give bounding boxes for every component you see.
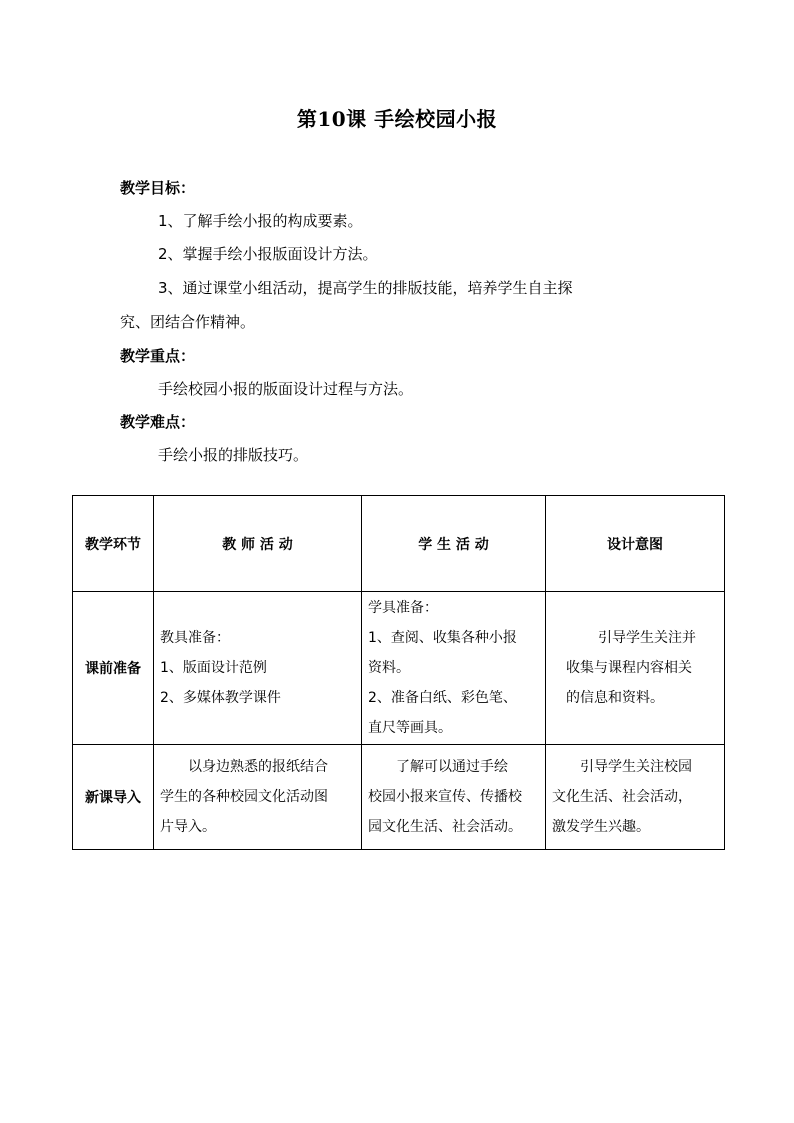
- teacher-activity-cell: [154, 592, 362, 745]
- key-points-text: 手绘校园小报的版面设计过程与方法。: [158, 380, 414, 398]
- header-design-intent: 设计意图: [546, 496, 725, 592]
- student-line: 学具准备：: [368, 600, 438, 616]
- row-stage-label: 课前准备: [73, 592, 154, 745]
- page-title: 第10课 手绘校园小报: [296, 107, 498, 131]
- difficulties-text: 手绘小报的排版技巧。: [158, 446, 309, 464]
- intent-line: 激发学生兴趣。: [552, 819, 650, 835]
- header-student-activity: 学 生 活 动: [362, 496, 546, 592]
- header-teacher-activity: 教 师 活 动: [154, 496, 362, 592]
- lesson-plan-table: [72, 495, 725, 850]
- intent-line: 文化生活、社会活动，: [552, 789, 692, 805]
- student-line: 1、查阅、收集各种小报: [368, 630, 517, 646]
- objective-item-2: 2、掌握手绘小报版面设计方法。: [158, 245, 378, 263]
- row-stage-label: 新课导入: [73, 745, 154, 850]
- student-line: 直尺等画具。: [368, 720, 452, 736]
- objectives-heading: 教学目标：: [120, 179, 196, 197]
- design-intent-cell: [546, 592, 725, 745]
- intent-line: 的信息和资料。: [566, 690, 664, 706]
- student-activity-cell: [362, 592, 546, 745]
- key-points-heading: 教学重点：: [120, 347, 196, 365]
- objective-item-1: 1、了解手绘小报的构成要素。: [158, 212, 363, 230]
- objective-item-3-line-2: 究、团结合作精神。: [120, 313, 256, 331]
- student-activity-cell: [362, 745, 546, 850]
- student-line: 2、准备白纸、彩色笔、: [368, 690, 517, 706]
- table-row: [73, 592, 725, 745]
- teacher-line: 1、版面设计范例: [160, 660, 267, 676]
- design-intent-cell: [546, 745, 725, 850]
- teacher-line: 以身边熟悉的报纸结合: [188, 759, 328, 775]
- difficulties-heading: 教学难点：: [120, 413, 196, 431]
- intent-line: 收集与课程内容相关: [566, 660, 692, 676]
- student-line: 校园小报来宣传、传播校: [368, 789, 522, 805]
- intent-line: 引导学生关注校园: [580, 759, 692, 775]
- teacher-line: 教具准备：: [160, 630, 230, 646]
- teacher-line: 片导入。: [160, 819, 216, 835]
- student-line: 资料。: [368, 660, 410, 676]
- student-line: 了解可以通过手绘: [396, 759, 508, 775]
- teacher-line: 学生的各种校园文化活动图: [160, 789, 328, 805]
- teacher-line: 2、多媒体教学课件: [160, 690, 281, 706]
- table-header-row: [73, 496, 725, 592]
- objective-item-3-line-1: 3、通过课堂小组活动，提高学生的排版技能，培养学生自主探: [158, 279, 573, 297]
- table-row: [73, 745, 725, 850]
- header-stage: 教学环节: [73, 496, 154, 592]
- student-line: 园文化生活、社会活动。: [368, 819, 522, 835]
- intent-line: 引导学生关注并: [598, 630, 696, 646]
- teacher-activity-cell: [154, 745, 362, 850]
